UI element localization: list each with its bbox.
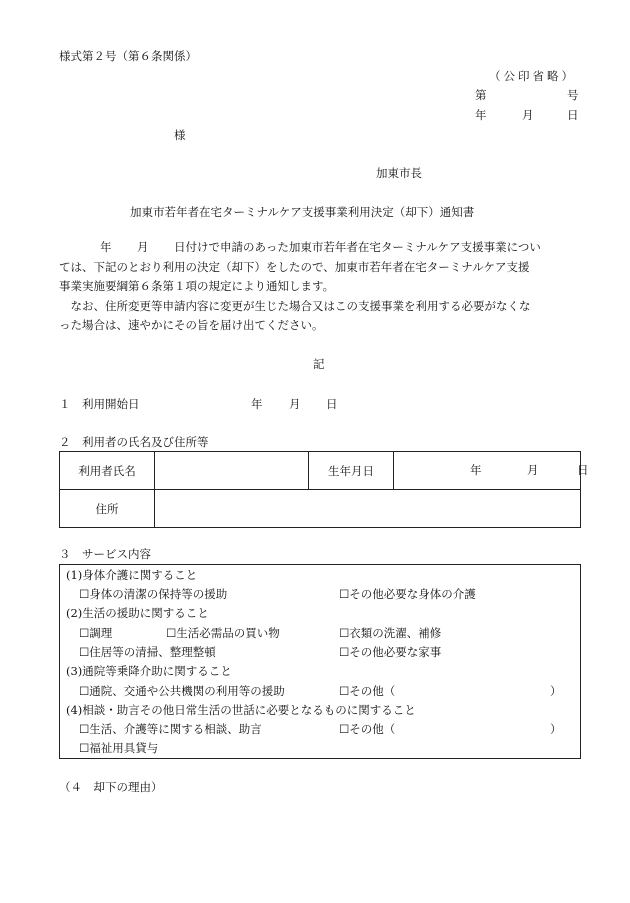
checkbox-other-body-care[interactable]: ☐その他必要な身体の介護 [339, 587, 476, 601]
dob-month: 月 [527, 463, 539, 477]
checkbox-laundry[interactable]: ☐衣類の洗濯、補修 [339, 626, 442, 640]
section1-month: 月 [289, 397, 301, 411]
other-transport-close: ） [550, 684, 562, 698]
body-line-4: なお、住所変更等申請内容に変更が生じた場合又はこの支援事業を利用する必要がなくな [59, 299, 531, 313]
service-heading-4: (4)相談・助言その他日常生活の世話に必要となるものに関すること [66, 703, 416, 717]
section1-label: １ 利用開始日 [59, 397, 140, 411]
doc-date-day: 日 [567, 108, 579, 122]
section1-day: 日 [326, 397, 338, 411]
dob-cell[interactable] [394, 452, 589, 490]
doc-date-month: 月 [522, 108, 534, 122]
section4-label: （４ 却下の理由） [59, 780, 163, 794]
service-heading-2: (2)生活の援助に関すること [66, 606, 209, 620]
checkbox-cooking[interactable]: ☐調理 [79, 626, 113, 640]
dob-header: 生年月日 [309, 452, 394, 490]
checkbox-welfare-equipment[interactable]: ☐福祉用具貸与 [79, 741, 159, 755]
other-consult-close: ） [550, 722, 562, 736]
form-number: 様式第２号（第６条関係） [59, 49, 197, 63]
body-line-1: 日付けで申請のあった加東市若年者在宅ターミナルケア支援事業につい [174, 240, 541, 254]
ki-heading: 記 [313, 357, 325, 371]
checkbox-other-consult[interactable]: ☐その他（ [339, 722, 396, 736]
issuer: 加東市長 [376, 166, 422, 180]
name-cell[interactable] [155, 452, 309, 490]
body-line-5: った場合は、速やかにその旨を届け出てください。 [59, 318, 324, 332]
addressee-honorific: 様 [174, 128, 186, 142]
checkbox-shopping[interactable]: ☐生活必需品の買い物 [166, 626, 280, 640]
service-box [59, 564, 581, 759]
seal-note: （公印省略） [489, 69, 576, 83]
checkbox-transport-assist[interactable]: ☐通院、交通や公共機関の利用等の援助 [79, 684, 285, 698]
user-info-table [59, 451, 589, 528]
service-heading-1: (1)身体介護に関すること [66, 568, 198, 582]
dob-year: 年 [470, 463, 482, 477]
section1-year: 年 [251, 397, 263, 411]
checkbox-consultation[interactable]: ☐生活、介護等に関する相談、助言 [79, 722, 262, 736]
section2-label: ２ 利用者の氏名及び住所等 [59, 435, 209, 449]
checkbox-other-transport[interactable]: ☐その他（ [339, 684, 396, 698]
document-title: 加東市若年者在宅ターミナルケア支援事業利用決定（却下）通知書 [130, 205, 475, 219]
doc-number-prefix: 第 [475, 88, 487, 102]
checkbox-body-hygiene[interactable]: ☐身体の清潔の保持等の援助 [79, 587, 228, 601]
checkbox-other-housework[interactable]: ☐その他必要な家事 [339, 645, 442, 659]
doc-date-year: 年 [475, 108, 487, 122]
body-line-2: ては、下記のとおり利用の決定（却下）をしたので、加東市若年者在宅ターミナルケア支援 [59, 260, 530, 274]
section3-label: ３ サービス内容 [59, 547, 151, 561]
address-cell[interactable] [155, 490, 581, 528]
checkbox-cleaning[interactable]: ☐住居等の清掃、整理整頓 [79, 645, 216, 659]
body-date-month: 月 [137, 240, 149, 254]
body-line-3: 事業実施要綱第６条第１項の規定により通知します。 [59, 279, 335, 293]
dob-day: 日 [577, 463, 589, 477]
doc-number-suffix: 号 [567, 88, 579, 102]
address-header: 住所 [60, 490, 155, 528]
name-header: 利用者氏名 [60, 452, 155, 490]
service-heading-3: (3)通院等乗降介助に関すること [66, 664, 232, 678]
body-date-year: 年 [100, 240, 112, 254]
